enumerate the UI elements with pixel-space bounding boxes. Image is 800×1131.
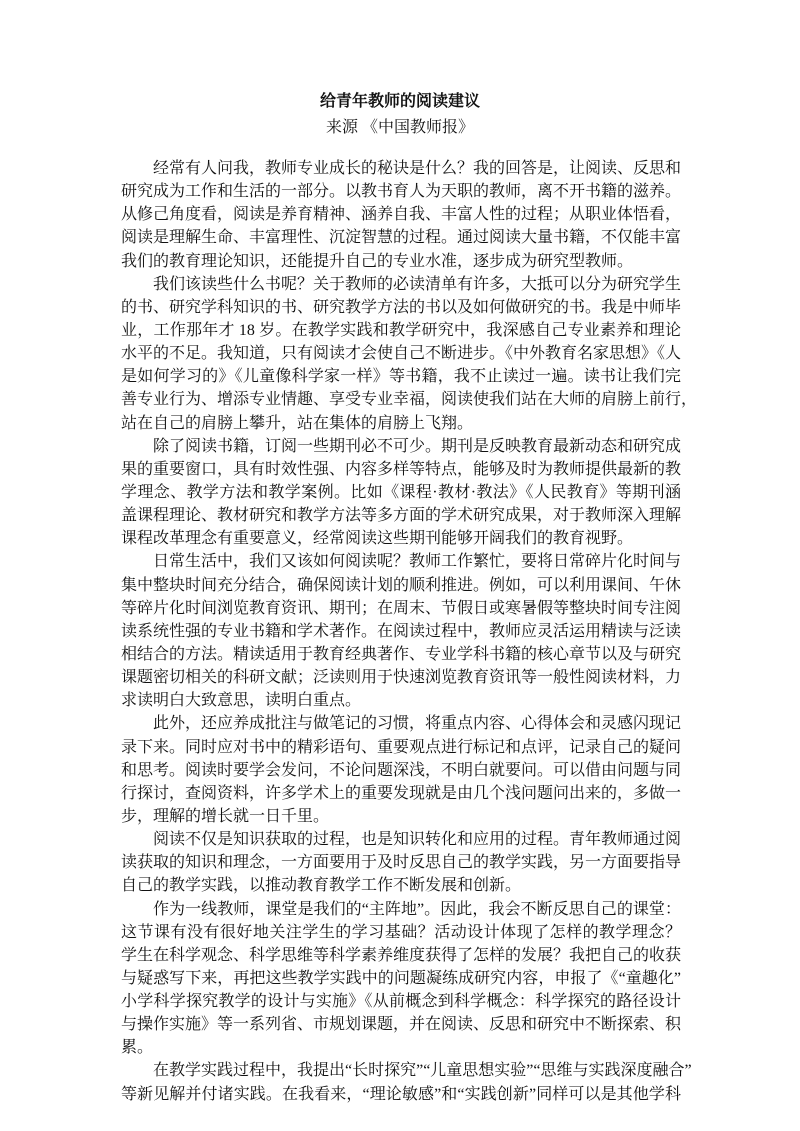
paragraph-line: 阅读不仅是知识获取的过程，也是知识转化和应用的过程。青年教师通过阅 <box>153 831 682 849</box>
paragraph-line: 从修己角度看，阅读是养育精神、涵养自我、丰富人性的过程；从职业体悟看， <box>121 206 682 224</box>
article-source: 来源 《中国教师报》 <box>325 119 474 136</box>
paragraph-line: 我们该读些什么书呢？关于教师的必读清单有许多，大抵可以分为研究学生 <box>153 275 682 293</box>
paragraph-line: 步，理解的增长就一日千里。 <box>121 807 330 825</box>
paragraph-line: 行探讨，查阅资料，许多学术上的重要发现就是由几个浅问题问出来的，多做一 <box>121 784 682 802</box>
paragraph-line: 我们的教育理论知识，还能提升自己的专业水准，逐步成为研究型教师。 <box>121 252 634 270</box>
paragraph-line: 作为一线教师，课堂是我们的“主阵地”。因此，我会不断反思自己的课堂： <box>153 900 681 918</box>
paragraph-line: 等碎片化时间浏览教育资讯、期刊；在周末、节假日或寒暑假等整块时间专注阅 <box>121 599 682 617</box>
paragraph-2 <box>121 273 698 435</box>
paragraph-line: 这节课有没有很好地关注学生的学习基础？活动设计体现了怎样的教学理念？ <box>121 923 681 941</box>
article-body <box>121 157 698 1106</box>
paragraph-line: 日常生活中，我们又该如何阅读呢？教师工作繁忙，要将日常碎片化时间与 <box>153 553 682 571</box>
paragraph-line: 录下来。同时应对书中的精彩语句、重要观点进行标记和点评，记录自己的疑问 <box>121 738 682 756</box>
paragraph-5 <box>121 712 681 828</box>
paragraph-line: 集中整块时间充分结合，确保阅读计划的顺利推进。例如，可以利用课间、午休 <box>121 576 682 594</box>
paragraph-line: 课程改革理念有重要意义，经常阅读这些期刊能够开阔我们的教育视野。 <box>121 530 634 548</box>
paragraph-line: 站在自己的肩膀上攀升，站在集体的肩膀上飞翔。 <box>121 414 474 432</box>
paragraph-line: 阅读是理解生命、丰富理性、沉淀智慧的过程。通过阅读大量书籍，不仅能丰富 <box>121 229 682 247</box>
paragraph-line: 与疑惑写下来，再把这些教学实践中的问题凝练成研究内容，申报了《“童趣化” <box>121 969 681 987</box>
paragraph-line: 读获取的知识和理念，一方面要用于及时反思自己的教学实践，另一方面要指导 <box>121 854 682 872</box>
paragraph-line: 除了阅读书籍，订阅一些期刊必不可少。期刊是反映教育最新动态和研究成 <box>153 437 682 455</box>
paragraph-line: 水平的不足。我知道，只有阅读才会使自己不断进步。《中外教育名家思想》《人 <box>121 345 682 363</box>
paragraph-line: 盖课程理论、教材研究和教学方法等多方面的学术研究成果，对于教师深入理解 <box>121 507 682 525</box>
paragraph-line: 是如何学习的》《儿童像科学家一样》等书籍，我不止读过一遍。读书让我们完 <box>121 368 681 386</box>
paragraph-line: 善专业行为、增添专业情趣、享受专业幸福，阅读使我们站在大师的肩膀上前行， <box>121 391 698 409</box>
paragraph-line: 的书、研究学科知识的书、研究教学方法的书以及如何做研究的书。我是中师毕 <box>121 298 682 316</box>
paragraph-4 <box>121 550 681 712</box>
paragraph-line: 小学科学探究教学的设计与实施》《从前概念到科学概念：科学探究的路径设计 <box>121 993 681 1011</box>
paragraph-line: 学理念、教学方法和教学案例。比如《课程·教材·教法》《人民教育》等期刊涵 <box>121 483 681 501</box>
paragraph-line: 果的重要窗口，具有时效性强、内容多样等特点，能够及时为教师提供最新的教 <box>121 460 682 478</box>
paragraph-line: 等新见解并付诸实践。在我看来，“理论敏感”和“实践创新”同样可以是其他学科 <box>121 1085 681 1103</box>
paragraph-line: 累。 <box>121 1039 154 1057</box>
paragraph-8 <box>121 1059 692 1105</box>
paragraph-line: 在教学实践过程中，我提出“长时探究”“儿童思想实验”“思维与实践深度融合” <box>153 1062 692 1080</box>
article-title: 给青年教师的阅读建议 <box>319 93 480 110</box>
paragraph-line: 自己的教学实践，以推动教育教学工作不断发展和创新。 <box>121 877 522 895</box>
paragraph-6 <box>121 828 681 897</box>
paragraph-7 <box>121 898 681 1060</box>
paragraph-line: 此外，还应养成批注与做笔记的习惯，将重点内容、心得体会和灵感闪现记 <box>153 715 682 733</box>
paragraph-line: 业，工作那年才 18 岁。在教学实践和教学研究中，我深感自己专业素养和理论 <box>121 321 681 339</box>
paragraph-line: 读系统性强的专业书籍和学术著作。在阅读过程中，教师应灵活运用精读与泛读 <box>121 622 682 640</box>
paragraph-line: 研究成为工作和生活的一部分。以教书育人为天职的教师，离不开书籍的滋养。 <box>121 183 682 201</box>
paragraph-line: 和思考。阅读时要学会发问，不论问题深浅，不明白就要问。可以借由问题与同 <box>121 761 682 779</box>
paragraph-line: 经常有人问我，教师专业成长的秘诀是什么？我的回答是，让阅读、反思和 <box>153 160 682 177</box>
paragraph-3 <box>121 435 681 551</box>
paragraph-line: 求读明白大致意思，读明白重点。 <box>121 692 362 710</box>
paragraph-line: 相结合的方法。精读适用于教育经典著作、专业学科书籍的核心章节以及与研究 <box>121 645 682 663</box>
paragraph-1 <box>121 157 681 273</box>
paragraph-line: 与操作实施》等一系列省、市规划课题，并在阅读、反思和研究中不断探索、积 <box>121 1016 682 1034</box>
paragraph-line: 课题密切相关的科研文献；泛读则用于快速浏览教育资讯等一般性阅读材料，力 <box>121 669 682 687</box>
paragraph-line: 学生在科学观念、科学思维等科学素养维度获得了怎样的发展？我把自己的收获 <box>121 946 682 964</box>
